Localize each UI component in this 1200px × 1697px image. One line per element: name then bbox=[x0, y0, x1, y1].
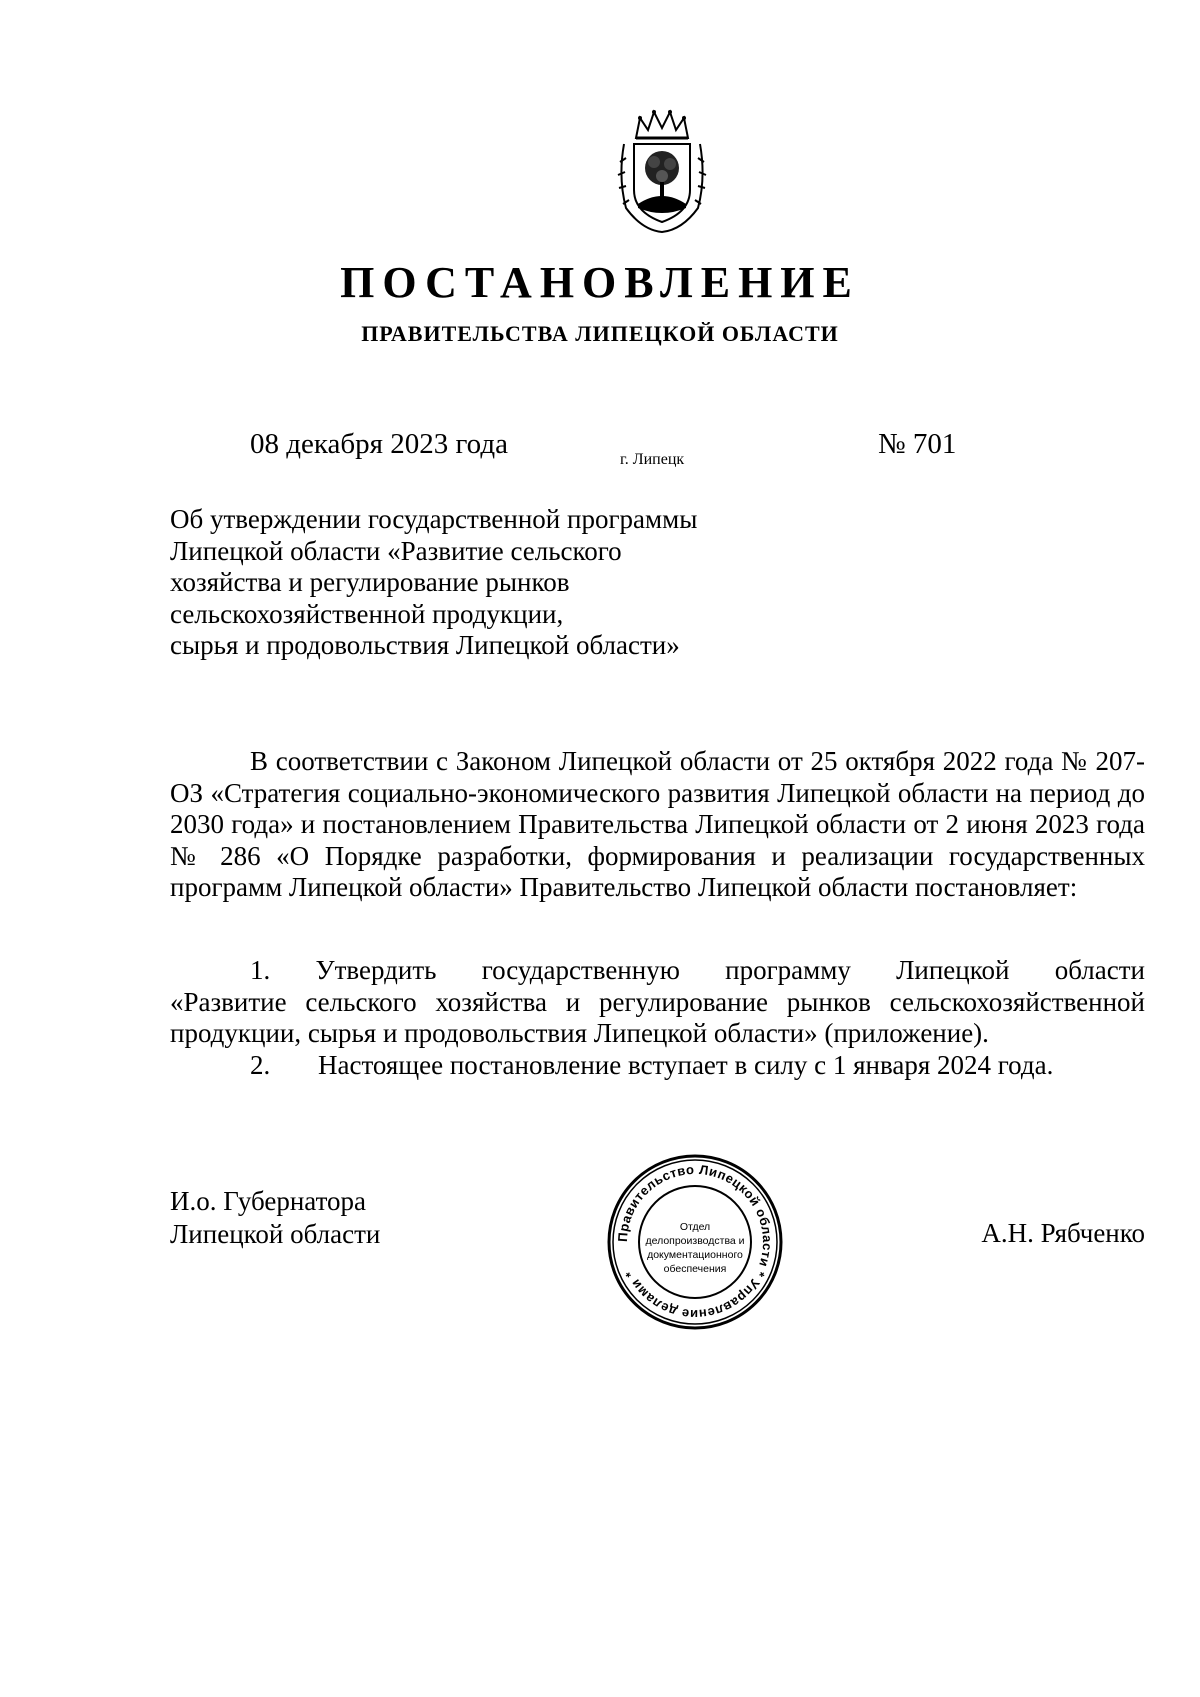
stamp-inner-line: документационного bbox=[647, 1249, 743, 1261]
coat-of-arms-icon bbox=[616, 108, 708, 234]
item-word: Липецкой bbox=[896, 955, 1010, 985]
document-subject bbox=[170, 504, 697, 662]
preamble-text: В соответствии с Законом Липецкой области от 25 октября 2022 года № 207-ОЗ «Стратегия социально-экономического развития Липецкой области на период до 2030 года» и постановлением Правительства Липецкой области от 2 июня 2023 года № 286 «О Порядке разработки, формирования и реализации государственных программ Липецкой области» Правительство Липецкой области постановляет: bbox=[170, 746, 1145, 902]
subject-line: сырья и продовольствия Липецкой области» bbox=[170, 630, 680, 660]
item-number: 1. bbox=[250, 955, 271, 985]
stamp-inner-line: обеспечения bbox=[663, 1263, 727, 1275]
list-item bbox=[170, 1050, 1145, 1082]
subject-line: хозяйства и регулирование рынков bbox=[170, 567, 570, 597]
document-number: № 701 bbox=[878, 428, 957, 460]
document-date: 08 декабря 2023 года bbox=[250, 428, 508, 460]
signatory-name: А.Н. Рябченко bbox=[981, 1218, 1145, 1248]
subject-line: Об утверждении государственной программы bbox=[170, 504, 698, 534]
item-word: Утвердить bbox=[315, 955, 437, 985]
item-word: программу bbox=[725, 955, 851, 985]
stamp-inner-line: делопроизводства и bbox=[645, 1235, 745, 1247]
official-stamp-icon bbox=[605, 1152, 785, 1332]
subject-line: сельскохозяйственной продукции, bbox=[170, 598, 564, 629]
stamp-inner-line: Отдел bbox=[679, 1221, 711, 1233]
subject-line: Липецкой области «Развитие сельского bbox=[170, 535, 622, 566]
item-text: Настоящее постановление вступает в силу с 1 января 2024 года. bbox=[318, 1050, 1054, 1080]
item-word: области bbox=[1054, 955, 1145, 985]
item-word: государственную bbox=[481, 955, 680, 985]
item-number: 2. bbox=[250, 1050, 271, 1080]
document-city: г. Липецк bbox=[620, 451, 685, 468]
item-line bbox=[170, 1050, 1145, 1082]
item-first-line bbox=[170, 955, 1145, 987]
issuer-name: ПРАВИТЕЛЬСТВА ЛИПЕЦКОЙ ОБЛАСТИ bbox=[361, 321, 839, 346]
preamble-block bbox=[170, 746, 1145, 904]
item-text: «Развитие сельского хозяйства и регулирование рынков сельскохозяйственной продукции, сырья и продовольствия Липецкой области» (приложение). bbox=[170, 986, 1145, 1048]
document-title: ПОСТАНОВЛЕНИЕ bbox=[340, 258, 860, 307]
list-item bbox=[170, 955, 1145, 1050]
position-line: Липецкой области bbox=[170, 1219, 381, 1249]
signatory-position bbox=[170, 1185, 380, 1251]
stamp-outer-text: Правительство Липецкой области * Управление делами * bbox=[614, 1161, 776, 1323]
position-line: И.о. Губернатора bbox=[170, 1186, 367, 1216]
